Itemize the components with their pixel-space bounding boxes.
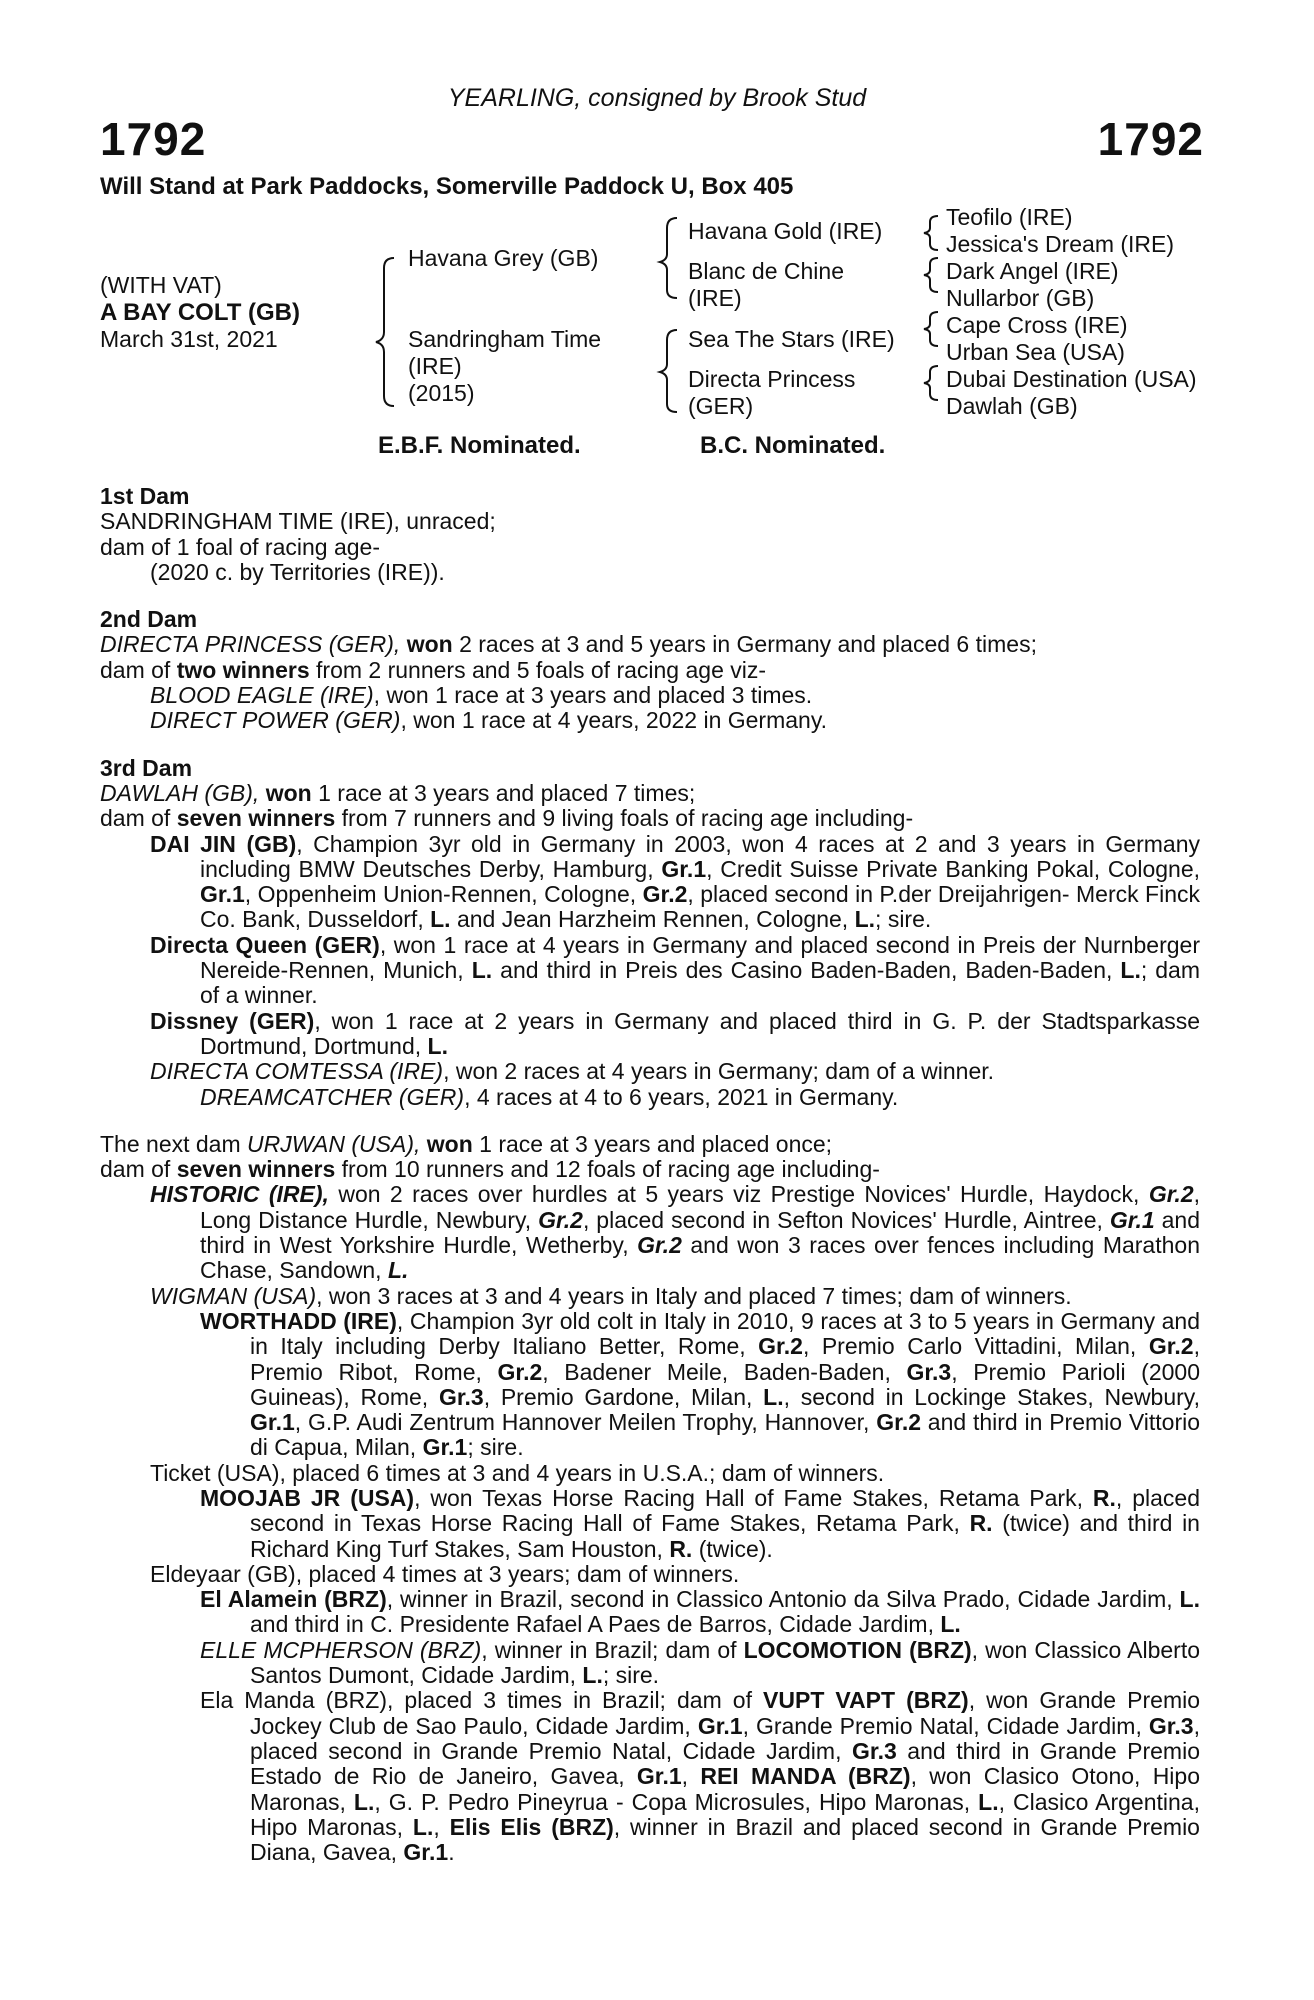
dss-name: Cape Cross (IRE) [946, 312, 1128, 338]
ssd-name: Jessica's Dream (IRE) [946, 231, 1175, 257]
third-dam-name: DAWLAH (GB), [100, 779, 260, 806]
third-dam-heading: 3rd Dam [100, 754, 193, 781]
second-dam-produce-1: BLOOD EAGLE (IRE), won 1 race at 3 years and placed 3 times. [150, 682, 813, 709]
second-dam-summary: dam of two winners from 2 runners and 5 foals of racing age viz- [100, 656, 767, 683]
produce-wigman: WIGMAN (USA), won 3 races at 3 and 4 years in Italy and placed 7 times; dam of winners. [150, 1282, 1072, 1309]
produce-ela-manda: Ela Manda (BRZ), placed 3 times in Brazil; dam of VUPT VAPT (BRZ), won Grande Premio Jockey Club de Sao Paulo, Cidade Jardim, Gr.1, Grande Premio Natal, Cidade Jardim, Gr.3, placed second in Grande Premio Natal, Cidade Jardim, Gr.3 and third in Grande Premio Estado de Rio de Janeiro, Gavea, Gr.1, REI MANDA (BRZ), won Clasico Otono, Hipo Maronas, L., G. P. Pedro Pineyrua - Copa Microsules, Hipo Maronas, L., Clasico Argentina, Hipo Maronas, L., Elis Elis (BRZ), winner in Brazil and placed second in Grande Premio Diana, Gavea, Gr.1. [200, 1687, 1201, 1866]
first-dam-foals: dam of 1 foal of racing age- [100, 533, 380, 560]
third-dam-section [100, 756, 1200, 1110]
third-dam-line: DAWLAH (GB), won 1 race at 3 years and placed 7 times; [100, 779, 696, 806]
next-dam-section [100, 1132, 1200, 1866]
produce-directa-queen: Directa Queen (GER), won 1 race at 4 years in Germany and placed second in Preis der Nurnberger Nereide-Rennen, Munich, L. and third in Preis des Casino Baden-Baden, Baden-Baden, L.; dam of a winner. [150, 931, 1200, 1009]
sdd-name: Nullarbor (GB) [946, 285, 1095, 311]
lot-number-left: 1792 [100, 113, 207, 165]
dam-dam-line2: (GER) [688, 393, 754, 419]
dds-name: Dubai Destination (USA) [946, 366, 1197, 392]
produce-elle-mcpherson: ELLE MCPHERSON (BRZ), winner in Brazil; dam of LOCOMOTION (BRZ), won Classico Alberto Santos Dumont, Cidade Jardim, L.; sire. [200, 1636, 1200, 1689]
second-dam-line: DIRECTA PRINCESS (GER), won 2 races at 3 and 5 years in Germany and placed 6 times; [100, 631, 1037, 658]
dam-dam-line1: Directa Princess [688, 366, 856, 392]
catalogue-subtitle: YEARLING, consigned by Brook Stud [447, 84, 867, 112]
produce-eldeyaar: Eldeyaar (GB), placed 4 times at 3 years; dam of winners. [150, 1560, 740, 1587]
first-dam-line: SANDRINGHAM TIME (IRE), unraced; [100, 508, 496, 535]
first-dam-produce: (2020 c. by Territories (IRE)). [150, 558, 445, 585]
stand-location: Will Stand at Park Paddocks, Somerville Paddock U, Box 405 [100, 173, 794, 200]
produce-dai-jin: DAI JIN (GB), Champion 3yr old in Germany in 2003, won 4 races at 2 and 3 years in Germany including BMW Deutsches Derby, Hamburg, Gr.1, Credit Suisse Private Banking Pokal, Cologne, Gr.1, Oppenheim Union-Rennen, Cologne, Gr.2, placed second in P.der Dreijahrigen- Merck Finck Co. Bank, Dusseldorf, L. and Jean Harzheim Rennen, Cologne, L.; sire. [150, 830, 1201, 933]
sire-dam-line1: Blanc de Chine [688, 258, 844, 284]
dam-name-line1: Sandringham Time [408, 326, 602, 352]
dam-foaled-year: (2015) [408, 380, 475, 406]
produce-worthadd: WORTHADD (IRE), Champion 3yr old colt in Italy in 2010, 9 races at 3 to 5 years in Germany and in Italy including Derby Italiano Better, Rome, Gr.2, Premio Carlo Vittadini, Milan, Gr.2, Premio Ribot, Rome, Gr.2, Badener Meile, Baden-Baden, Gr.3, Premio Parioli (2000 Guineas), Rome, Gr.3, Premio Gardone, Milan, L., second in Lockinge Stakes, Newbury, Gr.1, G.P. Audi Zentrum Hannover Meilen Trophy, Hannover, Gr.2 and third in Premio Vittorio di Capua, Milan, Gr.1; sire. [200, 1307, 1201, 1461]
sss-name: Teofilo (IRE) [946, 204, 1073, 230]
bc-nomination: B.C. Nominated. [700, 432, 886, 459]
dam-name-line2: (IRE) [408, 353, 462, 379]
produce-ticket: Ticket (USA), placed 6 times at 3 and 4 years in U.S.A.; dam of winners. [150, 1459, 885, 1486]
dsd-name: Urban Sea (USA) [946, 339, 1125, 365]
sire-name: Havana Grey (GB) [408, 245, 599, 271]
next-dam-line: The next dam URJWAN (USA), won 1 race at 3 years and placed once; [100, 1130, 833, 1157]
produce-moojab-jr: MOOJAB JR (USA), won Texas Horse Racing Hall of Fame Stakes, Retama Park, R., placed second in Texas Horse Racing Hall of Fame Stakes, Retama Park, R. (twice) and third in Richard King Turf Stakes, Sam Houston, R. (twice). [200, 1484, 1200, 1562]
second-dam-heading: 2nd Dam [100, 606, 198, 633]
dam-sire: Sea The Stars (IRE) [688, 326, 895, 352]
sds-name: Dark Angel (IRE) [946, 258, 1119, 284]
produce-directa-comtessa: DIRECTA COMTESSA (IRE), won 2 races at 4 years in Germany; dam of a winner. [150, 1058, 995, 1085]
sire-sire: Havana Gold (IRE) [688, 218, 883, 244]
pedigree-page-body [100, 484, 1200, 1865]
second-dam-section [100, 607, 1200, 733]
produce-dissney: Dissney (GER), won 1 race at 2 years in Germany and placed third in G. P. der Stadtsparkasse Dortmund, Dortmund, L. [150, 1007, 1200, 1059]
second-dam-name: DIRECTA PRINCESS (GER), [100, 631, 401, 658]
vat-note: (WITH VAT) [100, 272, 222, 298]
first-dam-heading: 1st Dam [100, 483, 190, 509]
ddd-name: Dawlah (GB) [946, 393, 1078, 419]
produce-el-alamein: El Alamein (BRZ), winner in Brazil, second in Classico Antonio da Silva Prado, Cidade Jardim, L. and third in C. Presidente Rafael A Paes de Barros, Cidade Jardim, L. [200, 1586, 1200, 1638]
sire-dam-line2: (IRE) [688, 285, 742, 311]
third-dam-summary: dam of seven winners from 7 runners and 9 living foals of racing age including- [100, 805, 914, 832]
next-dam-summary: dam of seven winners from 10 runners and 12 foals of racing age including- [100, 1156, 880, 1183]
foaling-date: March 31st, 2021 [100, 326, 278, 352]
produce-dreamcatcher: DREAMCATCHER (GER), 4 races at 4 to 6 years, 2021 in Germany. [200, 1083, 899, 1110]
produce-historic: HISTORIC (IRE), won 2 races over hurdles at 5 years viz Prestige Novices' Hurdle, Haydock, Gr.2, Long Distance Hurdle, Newbury, Gr.2, placed second in Sefton Novices' Hurdle, Aintree, Gr.1 and third in West Yorkshire Hurdle, Wetherby, Gr.2 and won 3 races over fences including Marathon Chase, Sandown, L. [150, 1181, 1201, 1284]
first-dam-section [100, 484, 1200, 585]
lot-number-right: 1792 [1097, 113, 1204, 165]
horse-name: A BAY COLT (GB) [100, 299, 301, 326]
second-dam-produce-2: DIRECT POWER (GER), won 1 race at 4 years, 2022 in Germany. [150, 707, 828, 734]
ebf-nomination: E.B.F. Nominated. [378, 432, 581, 459]
